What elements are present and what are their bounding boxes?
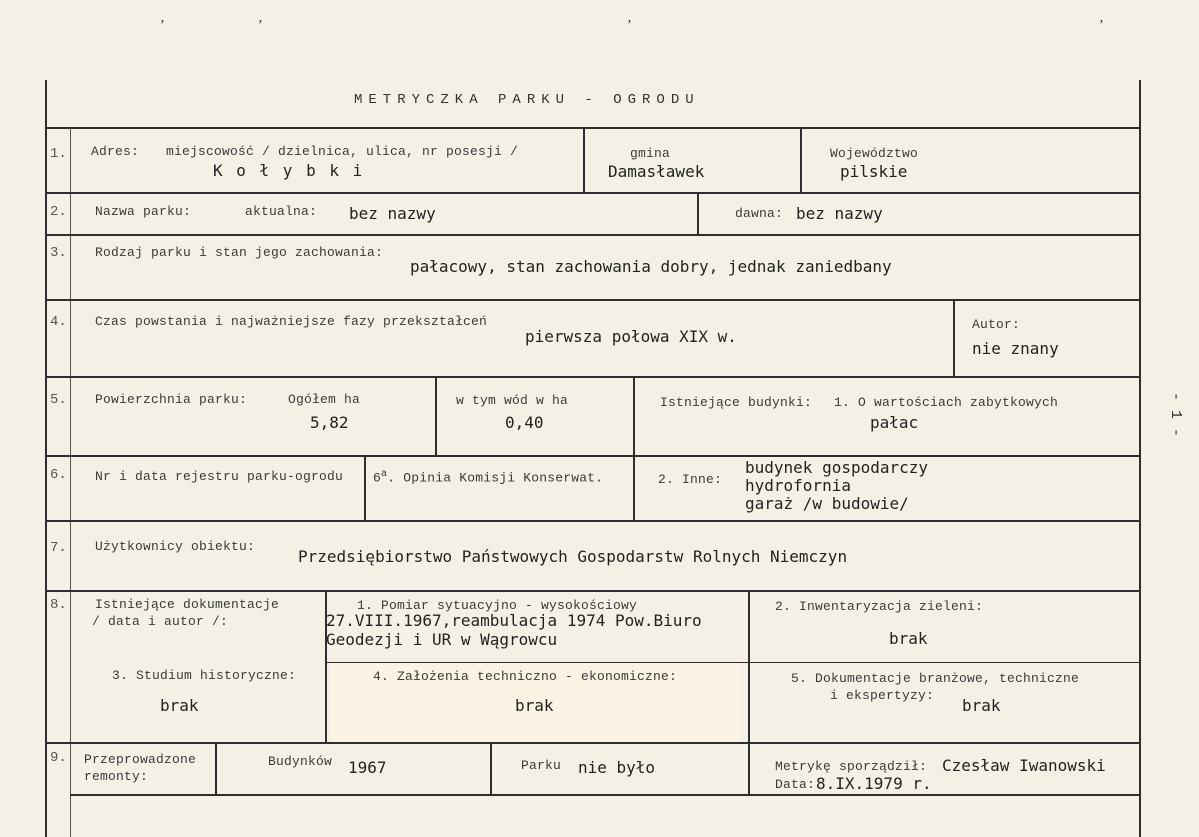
row-number: 9.: [50, 750, 67, 766]
row-number: 2.: [50, 204, 67, 220]
cell-line: [215, 743, 217, 794]
buildings-repairs-value: 1967: [348, 758, 387, 777]
address-fields-label: miejscowość / dzielnica, ulica, nr posesji /: [166, 144, 519, 159]
buildings-repairs-label: Budynków: [268, 754, 333, 769]
locality-value: K o ł y b k i: [213, 161, 365, 180]
survey-value-line2: Geodezji i UR w Wągrowcu: [326, 630, 558, 649]
other-building-item: budynek gospodarczy: [745, 458, 929, 477]
cell-line: [748, 591, 750, 742]
voivodeship-label: Województwo: [830, 146, 919, 161]
other-buildings-label: 2. Inne:: [658, 472, 723, 487]
repairs-label: Przeprowadzone: [84, 752, 197, 767]
register-label: Nr i data rejestru parku-ogrodu: [95, 469, 344, 484]
cell-line: [435, 377, 437, 455]
water-area-value: 0,40: [505, 413, 544, 432]
park-type-label: Rodzaj parku i stan jego zachowania:: [95, 245, 384, 260]
prepared-by-value: Czesław Iwanowski: [942, 756, 1106, 775]
row-number: 5.: [50, 392, 67, 408]
greenery-inventory-label: 2. Inwentaryzacja zieleni:: [775, 599, 984, 614]
row-line: [325, 662, 1141, 663]
former-name-value: bez nazwy: [796, 204, 883, 223]
row-number: 7.: [50, 540, 67, 556]
row-line: [45, 299, 1141, 301]
row-line: [45, 192, 1141, 194]
repairs-sublabel: remonty:: [84, 769, 149, 784]
date-value: 8.IX.1979 r.: [816, 774, 932, 793]
historic-study-value: brak: [160, 696, 199, 715]
branch-docs-label: 5. Dokumentacje branżowe, techniczne: [791, 671, 1080, 686]
row-line: [45, 590, 1141, 592]
row-line: [45, 742, 1141, 744]
address-label: Adres:: [91, 144, 140, 159]
opinion-label: 6$^a$. Opinia Komisji Konserwat.: [373, 469, 604, 486]
row-line: [45, 520, 1141, 522]
cell-line: [697, 193, 699, 234]
row-line: [70, 794, 1141, 796]
current-name-value: bez nazwy: [349, 204, 436, 223]
gmina-value: Damasławek: [608, 162, 705, 181]
park-repairs-label: Parku: [521, 758, 562, 773]
historic-study-label: 3. Studium historyczne:: [112, 668, 297, 683]
park-repairs-value: nie było: [578, 758, 656, 777]
author-label: Autor:: [972, 317, 1021, 332]
cell-line: [490, 743, 492, 794]
margin-tick: ʼ: [258, 18, 263, 33]
cell-line: [633, 377, 635, 520]
survey-label: 1. Pomiar sytuacyjno - wysokościowy: [357, 598, 638, 613]
former-name-label: dawna:: [735, 206, 784, 221]
voivodeship-value: pilskie: [840, 162, 908, 181]
users-value: Przedsiębiorstwo Państwowych Gospodarstw Rolnych Niemczyn: [298, 547, 848, 566]
cell-line: [583, 128, 585, 192]
total-area-value: 5,82: [310, 413, 349, 432]
total-area-label: Ogółem ha: [288, 392, 361, 407]
other-building-item: hydrofornia: [745, 476, 851, 495]
historic-buildings-value: pałac: [870, 413, 919, 432]
tech-economic-value: brak: [515, 696, 554, 715]
current-name-label: aktualna:: [245, 204, 318, 219]
row-number: 6.: [50, 467, 67, 483]
origin-label: Czas powstania i najważniejsze fazy przekształceń: [95, 314, 488, 329]
cell-line: [953, 300, 955, 376]
origin-value: pierwsza połowa XIX w.: [525, 327, 737, 346]
row-number: 4.: [50, 314, 67, 330]
row-line: [45, 234, 1141, 236]
margin-tick: ʼ: [627, 18, 632, 33]
row-line: [45, 455, 1141, 457]
documentation-label: Istniejące dokumentacje: [95, 597, 280, 612]
existing-buildings-label: Istniejące budynki:: [660, 395, 813, 410]
frame-line: [45, 127, 1141, 129]
park-name-label: Nazwa parku:: [95, 204, 192, 219]
other-buildings-list: [745, 459, 928, 513]
branch-docs-sublabel: i ekspertyzy:: [830, 688, 935, 703]
gmina-label: gmina: [630, 146, 671, 161]
margin-tick: ʼ: [160, 18, 165, 33]
branch-docs-value: brak: [962, 696, 1001, 715]
area-label: Powierzchnia parku:: [95, 392, 248, 407]
documentation-sublabel: / data i autor /:: [92, 614, 229, 629]
cell-line: [800, 128, 802, 192]
page-number: - 1 -: [1167, 392, 1184, 438]
row-number: 1.: [50, 146, 67, 162]
greenery-inventory-value: brak: [889, 629, 928, 648]
page-number-marker: [1160, 392, 1184, 438]
row-line: [45, 376, 1141, 378]
document-title: METRYCZKA PARKU - OGRODU: [354, 92, 700, 108]
date-label: Data:: [775, 777, 816, 792]
cell-line: [364, 456, 366, 520]
author-value: nie znany: [972, 339, 1059, 358]
cell-line: [748, 743, 750, 794]
water-area-label: w tym wód w ha: [456, 393, 569, 408]
margin-tick: ʼ: [1099, 18, 1104, 33]
other-building-item: garaż /w budowie/: [745, 494, 909, 513]
tech-economic-label: 4. Założenia techniczno - ekonomiczne:: [373, 669, 678, 684]
row-number: 3.: [50, 245, 67, 261]
users-label: Użytkownicy obiektu:: [95, 539, 256, 554]
row-number: 8.: [50, 597, 67, 613]
park-type-value: pałacowy, stan zachowania dobry, jednak zaniedbany: [410, 257, 892, 276]
historic-buildings-label: 1. O wartościach zabytkowych: [834, 395, 1059, 410]
prepared-by-label: Metrykę sporządził:: [775, 759, 928, 774]
survey-value-line1: 27.VIII.1967,reambulacja 1974 Pow.Biuro: [326, 611, 702, 630]
